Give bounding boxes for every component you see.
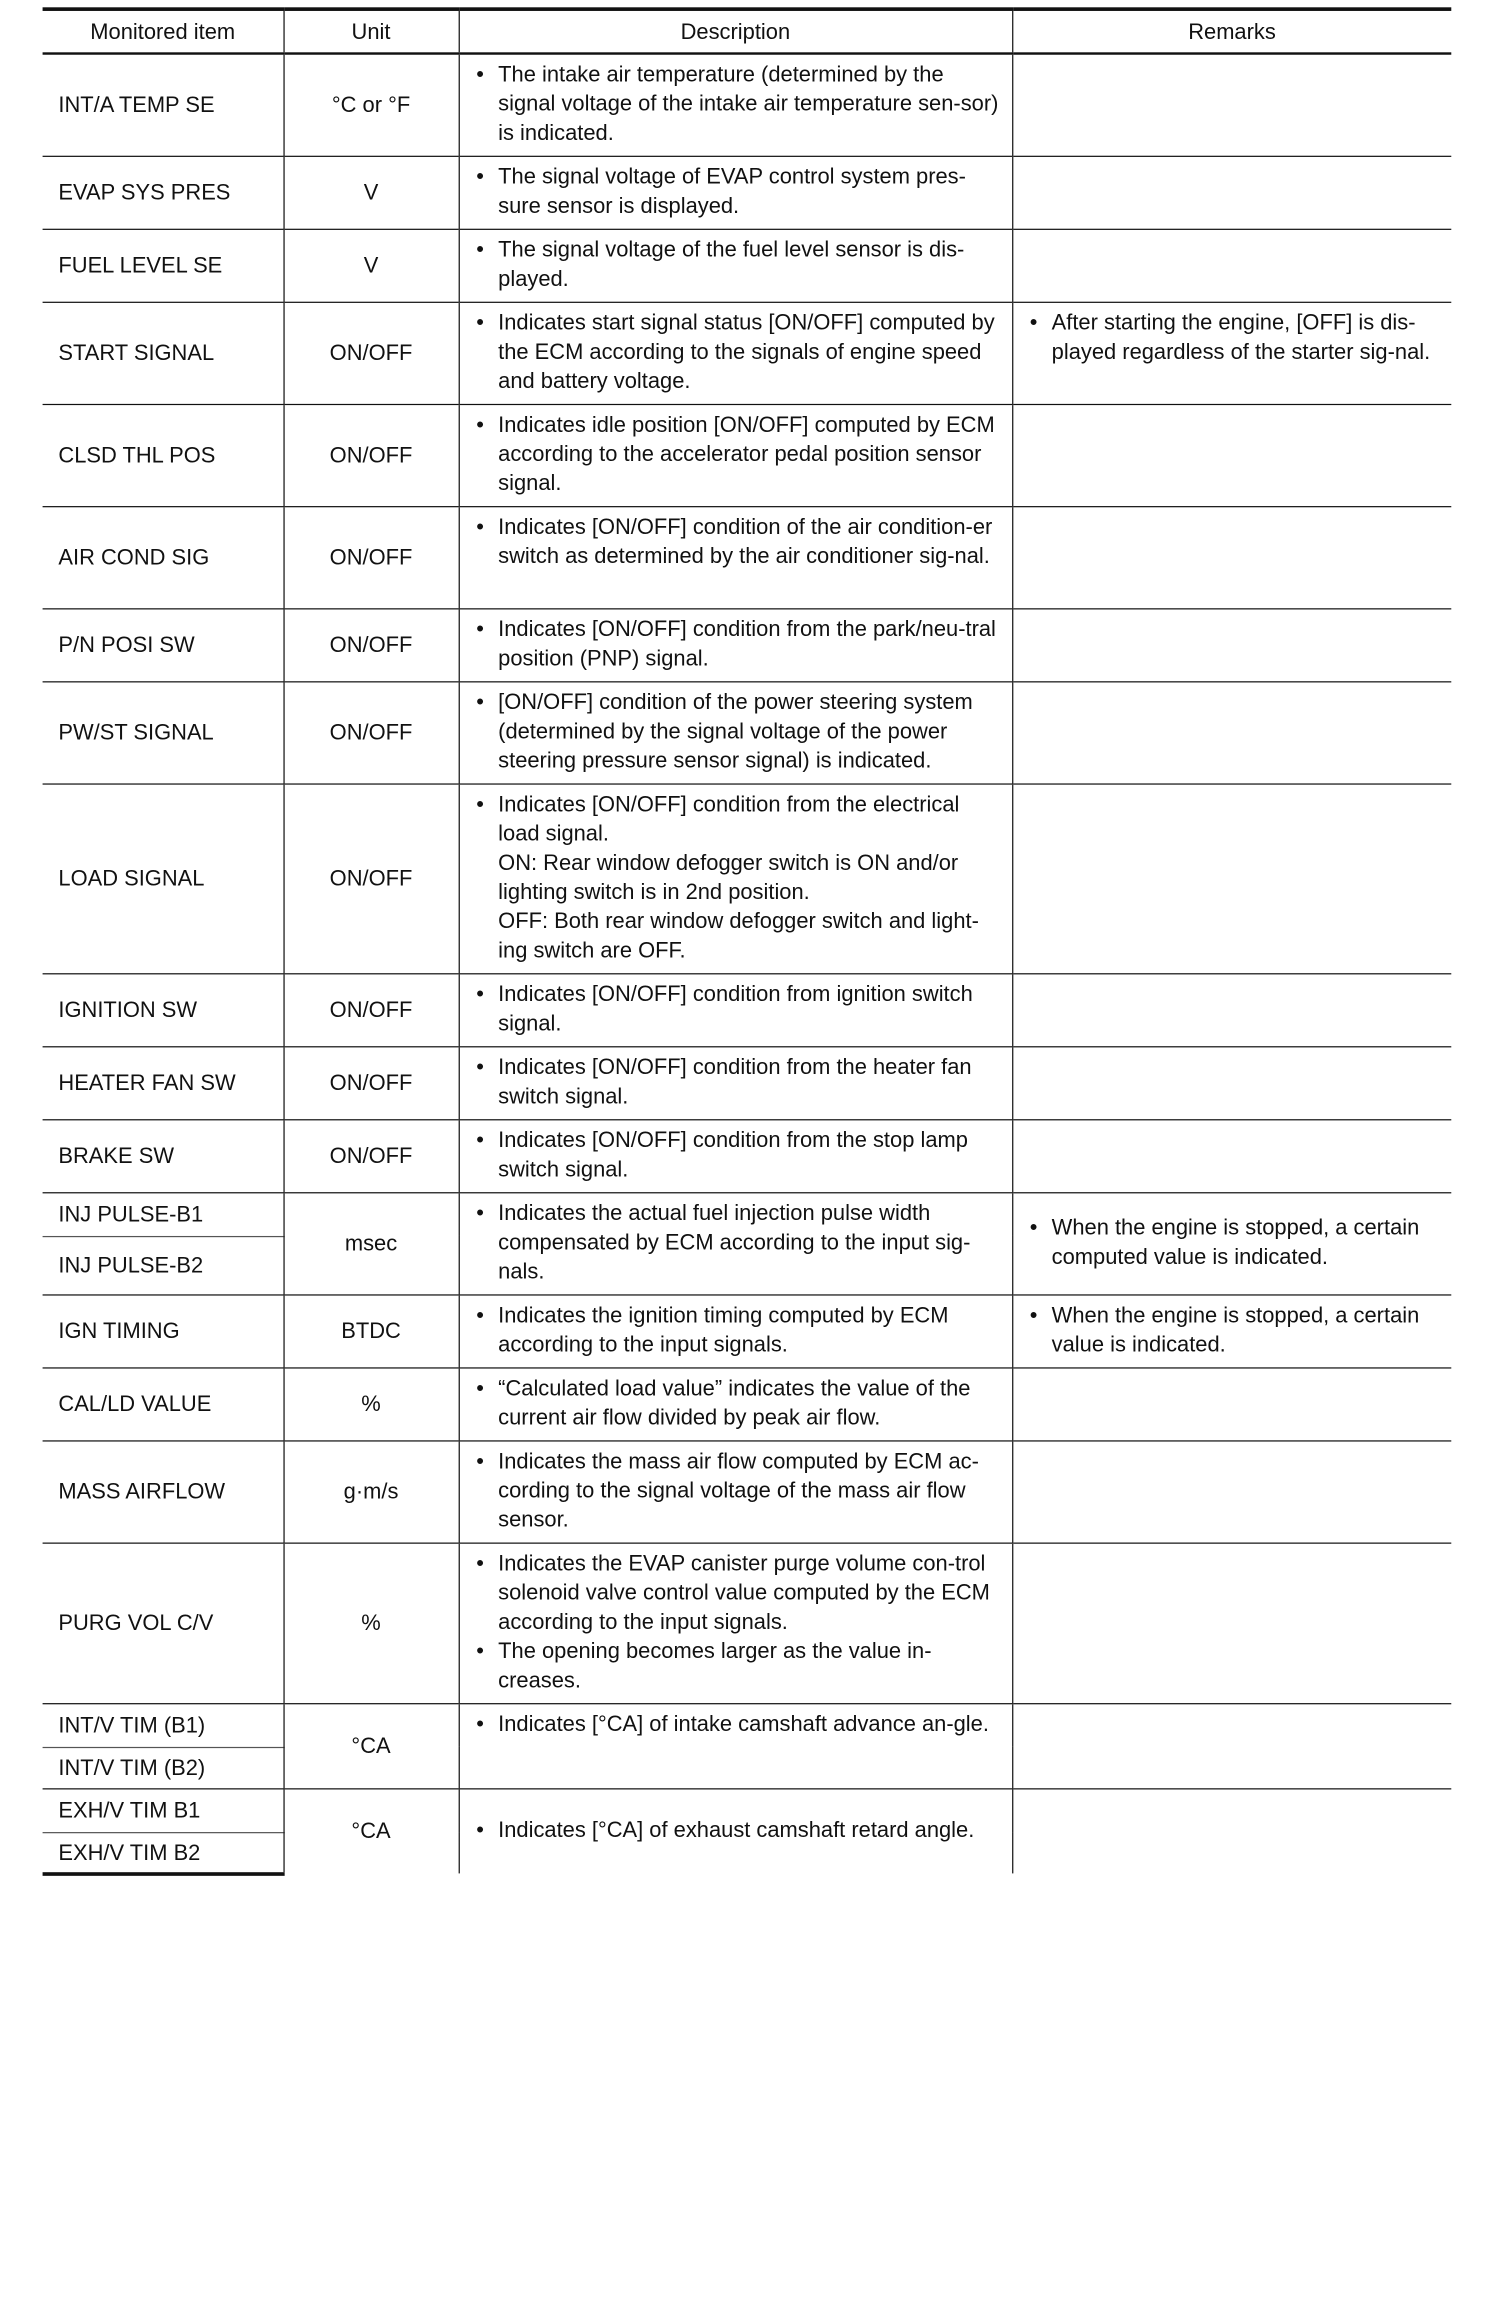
- unit: ON/OFF: [283, 973, 458, 1046]
- description-bullet: [469, 789, 1002, 964]
- description: [459, 1440, 1013, 1542]
- description-bullet: • Indicates the mass air flow computed by ECM ac-cording to the signal voltage of the mass air flow sensor.: [469, 1446, 1002, 1534]
- table-row: [43, 1440, 1452, 1542]
- monitored-item: INT/A TEMP SE: [43, 54, 284, 156]
- description-bullet: • Indicates [°CA] of intake camshaft advance an-gle.: [469, 1709, 1002, 1738]
- monitored-item: INJ PULSE-B1: [43, 1192, 284, 1236]
- unit: °CA: [283, 1788, 458, 1873]
- description: [459, 229, 1013, 302]
- description: [459, 1788, 1013, 1873]
- description-bullet: • Indicates the ignition timing computed by ECM according to the input signals.: [469, 1300, 1002, 1358]
- unit: °CA: [283, 1703, 458, 1788]
- remarks: [1012, 973, 1451, 1046]
- description-on-text: ON: Rear window defogger switch is ON and/or lighting switch is in 2nd position.: [498, 849, 959, 904]
- unit: V: [283, 229, 458, 302]
- table-row: [43, 1046, 1452, 1119]
- unit: °C or °F: [283, 54, 458, 156]
- description: [459, 1119, 1013, 1192]
- description: [459, 404, 1013, 506]
- table-row: [43, 404, 1452, 506]
- table-row: [43, 506, 1452, 608]
- table-row: [43, 1543, 1452, 1704]
- unit: ON/OFF: [283, 608, 458, 681]
- table-row: [43, 156, 1452, 229]
- description: [459, 783, 1013, 973]
- monitored-item: INT/V TIM (B1): [43, 1703, 284, 1747]
- description-bullet: • Indicates idle position [ON/OFF] computed by ECM according to the accelerator pedal position sensor signal.: [469, 409, 1002, 497]
- unit: %: [283, 1367, 458, 1440]
- monitored-item: INT/V TIM (B2): [43, 1747, 284, 1788]
- remark-bullet: • When the engine is stopped, a certain value is indicated.: [1022, 1300, 1441, 1358]
- unit: %: [283, 1543, 458, 1704]
- monitored-item: PW/ST SIGNAL: [43, 681, 284, 783]
- description-bullet: • The signal voltage of EVAP control system pres-sure sensor is displayed.: [469, 161, 1002, 219]
- description-bullet: • The intake air temperature (determined by the signal voltage of the intake air temperature sen-sor) is indicated.: [469, 60, 1002, 148]
- description: [459, 973, 1013, 1046]
- description: [459, 1543, 1013, 1704]
- unit: ON/OFF: [283, 506, 458, 608]
- remarks: [1012, 783, 1451, 973]
- unit: ON/OFF: [283, 302, 458, 404]
- monitored-item: EXH/V TIM B2: [43, 1832, 284, 1873]
- monitored-item: MASS AIRFLOW: [43, 1440, 284, 1542]
- description-bullet: • “Calculated load value” indicates the value of the current air flow divided by peak air flow.: [469, 1373, 1002, 1431]
- description: [459, 1703, 1013, 1788]
- table-row: [43, 54, 1452, 156]
- monitored-item: CAL/LD VALUE: [43, 1367, 284, 1440]
- monitored-item: PURG VOL C/V: [43, 1543, 284, 1704]
- table-row: [43, 973, 1452, 1046]
- monitored-item: HEATER FAN SW: [43, 1046, 284, 1119]
- description: [459, 1367, 1013, 1440]
- description-bullet: • Indicates [ON/OFF] condition from the park/neu-tral position (PNP) signal.: [469, 614, 1002, 672]
- monitored-item: FUEL LEVEL SE: [43, 229, 284, 302]
- description-text: • Indicates [ON/OFF] condition from the electrical load signal.: [498, 791, 960, 845]
- monitored-item: START SIGNAL: [43, 302, 284, 404]
- description: [459, 681, 1013, 783]
- unit: ON/OFF: [283, 783, 458, 973]
- remarks: [1012, 1119, 1451, 1192]
- description-bullet: • Indicates [ON/OFF] condition from ignition switch signal.: [469, 979, 1002, 1037]
- monitored-items-table: [43, 7, 1452, 1875]
- monitored-item: IGN TIMING: [43, 1294, 284, 1367]
- remarks: [1012, 1046, 1451, 1119]
- remarks: [1012, 1703, 1451, 1788]
- monitored-item: IGNITION SW: [43, 973, 284, 1046]
- table-row: [43, 783, 1452, 973]
- header-monitored-item: Monitored item: [43, 9, 284, 53]
- description-bullet: • Indicates [ON/OFF] condition of the air condition-er switch as determined by the air conditioner sig-nal.: [469, 512, 1002, 570]
- monitored-item: INJ PULSE-B2: [43, 1236, 284, 1294]
- description-bullet: • Indicates the EVAP canister purge volume con-trol solenoid valve control value computed by the ECM according to the input signals.: [469, 1548, 1002, 1636]
- description: [459, 156, 1013, 229]
- remarks: [1012, 1294, 1451, 1367]
- table-row: [43, 608, 1452, 681]
- unit: ON/OFF: [283, 681, 458, 783]
- remarks: [1012, 1788, 1451, 1873]
- remarks: [1012, 54, 1451, 156]
- table-row: [43, 1703, 1452, 1747]
- description: [459, 302, 1013, 404]
- table-row: [43, 1367, 1452, 1440]
- remarks: [1012, 1192, 1451, 1294]
- table-row: [43, 1119, 1452, 1192]
- remark-bullet: • When the engine is stopped, a certain computed value is indicated.: [1022, 1213, 1441, 1271]
- unit: ON/OFF: [283, 1046, 458, 1119]
- unit: msec: [283, 1192, 458, 1294]
- header-remarks: Remarks: [1012, 9, 1451, 53]
- table-row: [43, 302, 1452, 404]
- remarks: [1012, 681, 1451, 783]
- remarks: [1012, 1543, 1451, 1704]
- table-row: [43, 1294, 1452, 1367]
- table-row: [43, 681, 1452, 783]
- description-bullet: • Indicates the actual fuel injection pulse width compensated by ECM according to the input sig-nals.: [469, 1198, 1002, 1286]
- monitored-item: EVAP SYS PRES: [43, 156, 284, 229]
- header-description: Description: [459, 9, 1013, 53]
- description-bullet: • Indicates [ON/OFF] condition from the stop lamp switch signal.: [469, 1125, 1002, 1183]
- monitored-item: EXH/V TIM B1: [43, 1788, 284, 1832]
- remarks: [1012, 404, 1451, 506]
- unit: V: [283, 156, 458, 229]
- monitored-item: AIR COND SIG: [43, 506, 284, 608]
- description: [459, 54, 1013, 156]
- table-row: [43, 1192, 1452, 1236]
- remarks: [1012, 229, 1451, 302]
- remarks: [1012, 302, 1451, 404]
- description-bullet: • [ON/OFF] condition of the power steering system (determined by the signal voltage of the power steering pressure sensor signal) is indicated.: [469, 687, 1002, 775]
- remarks: [1012, 608, 1451, 681]
- unit: g·m/s: [283, 1440, 458, 1542]
- unit: ON/OFF: [283, 404, 458, 506]
- description: [459, 608, 1013, 681]
- remarks: [1012, 1440, 1451, 1542]
- table-row: [43, 1788, 1452, 1832]
- remarks: [1012, 156, 1451, 229]
- remark-bullet: • After starting the engine, [OFF] is dis-played regardless of the starter sig-nal.: [1022, 307, 1441, 365]
- monitored-item: BRAKE SW: [43, 1119, 284, 1192]
- remarks: [1012, 1367, 1451, 1440]
- unit: BTDC: [283, 1294, 458, 1367]
- remarks: [1012, 506, 1451, 608]
- header-unit: Unit: [283, 9, 458, 53]
- description: [459, 506, 1013, 608]
- monitored-item: P/N POSI SW: [43, 608, 284, 681]
- monitored-item: LOAD SIGNAL: [43, 783, 284, 973]
- description-bullet: • The opening becomes larger as the value in-creases.: [469, 1636, 1002, 1694]
- description-bullet: • Indicates [°CA] of exhaust camshaft retard angle.: [469, 1815, 1002, 1844]
- description: [459, 1192, 1013, 1294]
- description-bullet: • Indicates start signal status [ON/OFF] computed by the ECM according to the signals of engine speed and battery voltage.: [469, 307, 1002, 395]
- table-row: [43, 229, 1452, 302]
- description-bullet: • The signal voltage of the fuel level sensor is dis-played.: [469, 234, 1002, 292]
- description: [459, 1046, 1013, 1119]
- table-header-row: [43, 9, 1452, 53]
- description-off-text: OFF: Both rear window defogger switch and light-ing switch are OFF.: [498, 908, 979, 962]
- monitored-item: CLSD THL POS: [43, 404, 284, 506]
- unit: ON/OFF: [283, 1119, 458, 1192]
- description: [459, 1294, 1013, 1367]
- description-bullet: • Indicates [ON/OFF] condition from the heater fan switch signal.: [469, 1052, 1002, 1110]
